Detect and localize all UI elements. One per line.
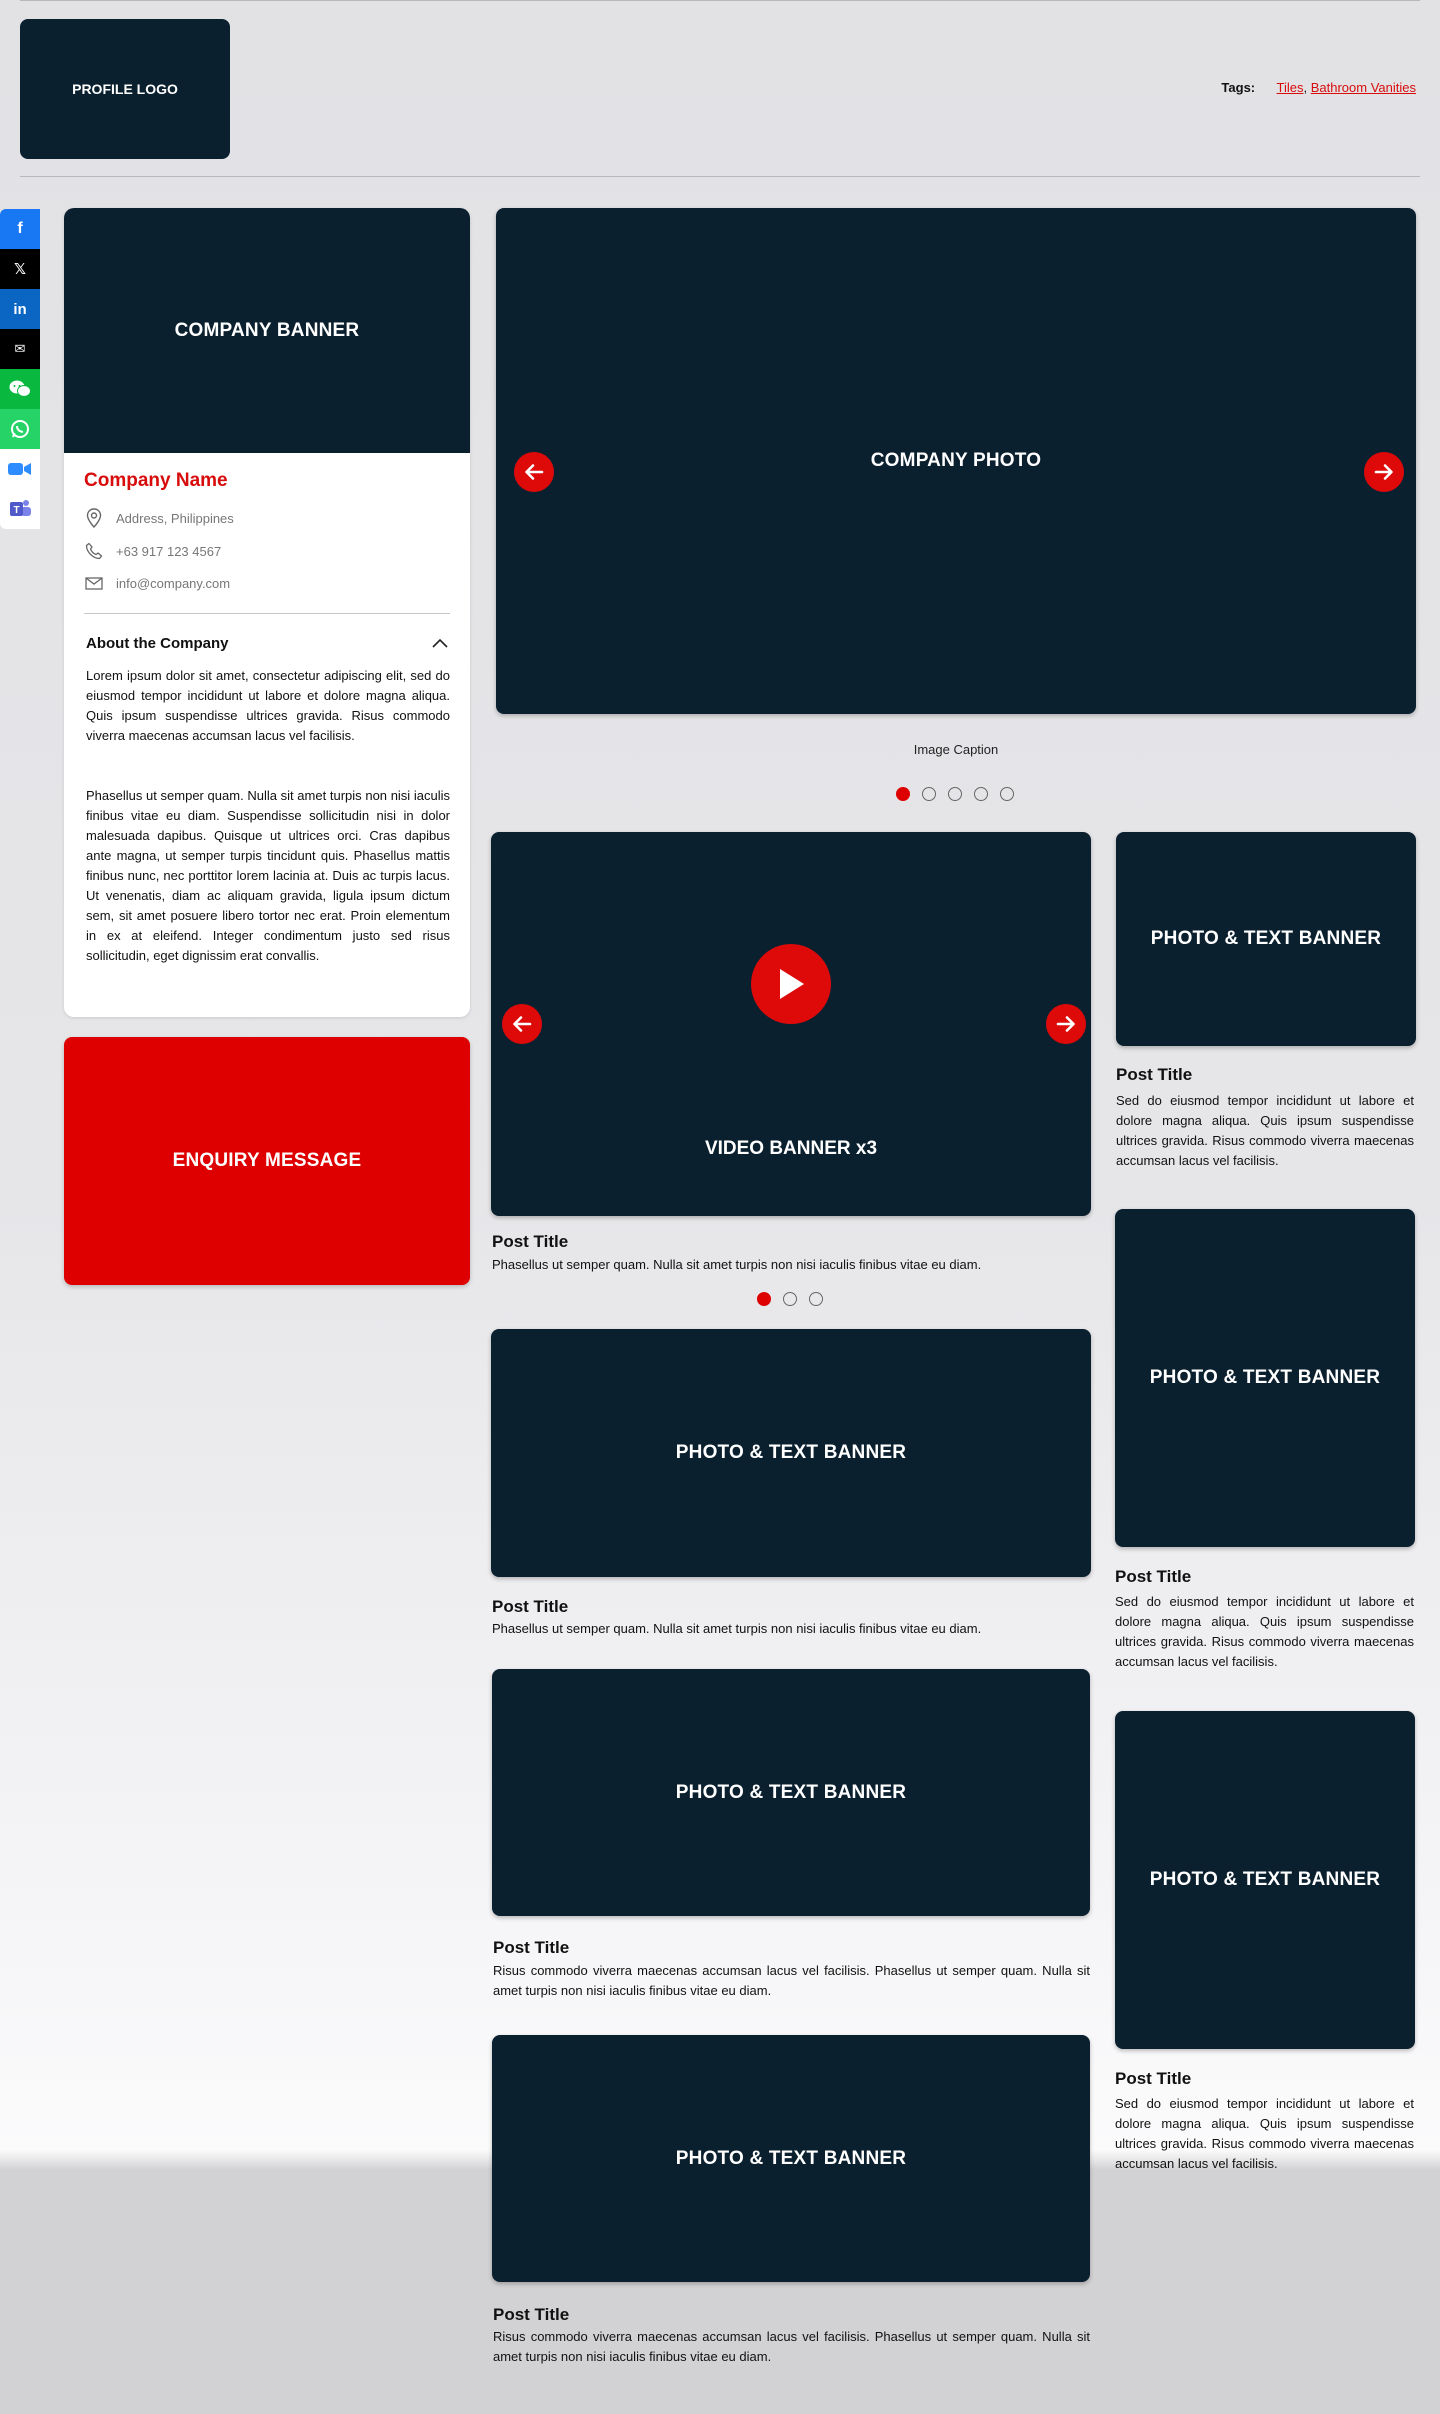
whatsapp-icon[interactable] [0, 409, 40, 449]
company-address [84, 508, 234, 528]
video-dot[interactable] [757, 1292, 771, 1306]
phone-icon [84, 541, 104, 561]
carousel-next-button[interactable] [1364, 452, 1404, 492]
post-title: Post Title [1115, 1567, 1192, 1586]
company-banner[interactable] [64, 208, 470, 453]
post-text: Sed do eiusmod tempor incididunt ut labore et dolore magna aliqua. Quis ipsum suspendisse ultrices gravida. Risus commodo viverra maecenas accumsan lacus vel facilisis. [1115, 1594, 1414, 1669]
about-paragraph-1: Lorem ipsum dolor sit amet, consectetur adipiscing elit, sed do eiusmod tempor incididunt ut labore et dolore magna aliqua. Quis ipsum suspendisse ultrices gravida. Risus commodo viverra maecenas accumsan lacus vel facilisis. [86, 668, 450, 743]
post-banner[interactable] [1115, 1711, 1415, 2049]
email-icon[interactable]: ✉ [0, 329, 40, 369]
enquiry-label: ENQUIRY MESSAGE [172, 1150, 362, 1171]
image-caption: Image Caption [913, 742, 999, 757]
play-button[interactable] [751, 944, 831, 1024]
teams-icon[interactable] [0, 489, 40, 529]
post-banner-label: PHOTO & TEXT BANNER [675, 1442, 907, 1463]
video-prev-button[interactable] [502, 1004, 542, 1044]
video-post-text: Phasellus ut semper quam. Nulla sit amet turpis non nisi iaculis finibus vitae eu diam. [492, 1257, 982, 1272]
post-text: Risus commodo viverra maecenas accumsan lacus vel facilisis. Phasellus ut semper quam. Nulla sit amet turpis non nisi iaculis finibus vitae eu diam. [493, 1963, 1090, 1998]
post-banner-label: PHOTO & TEXT BANNER [1149, 1869, 1381, 1890]
facebook-icon[interactable]: f [0, 209, 40, 249]
video-post-title: Post Title [492, 1232, 569, 1251]
company-email[interactable] [84, 573, 230, 593]
arrow-right-icon [1056, 1015, 1076, 1033]
wechat-icon[interactable] [0, 369, 40, 409]
profile-logo[interactable] [20, 19, 230, 159]
post-title: Post Title [492, 1597, 569, 1616]
gallery-pagination-dots [896, 787, 1014, 801]
tag-link-tiles[interactable]: Tiles [1276, 80, 1304, 95]
post-title: Post Title [493, 1938, 570, 1957]
post-text: Sed do eiusmod tempor incididunt ut labore et dolore magna aliqua. Quis ipsum suspendisse ultrices gravida. Risus commodo viverra maecenas accumsan lacus vel facilisis. [1115, 2096, 1414, 2171]
gallery-dot[interactable] [1000, 787, 1014, 801]
zoom-icon[interactable] [0, 449, 40, 489]
x-icon[interactable]: 𝕏 [0, 249, 40, 289]
play-icon [776, 967, 806, 1001]
chevron-up-icon[interactable] [430, 636, 450, 650]
header-divider [20, 176, 1420, 177]
video-pagination-dots [757, 1292, 823, 1306]
post-banner-label: PHOTO & TEXT BANNER [1150, 928, 1382, 949]
video-banner[interactable] [491, 832, 1091, 1216]
arrow-left-icon [524, 463, 544, 481]
arrow-right-icon [1374, 463, 1394, 481]
gallery-dot[interactable] [896, 787, 910, 801]
post-title: Post Title [493, 2305, 570, 2324]
svg-text:T: T [13, 505, 20, 516]
video-dot[interactable] [783, 1292, 797, 1306]
company-address-text: Address, Philippines [116, 510, 234, 526]
post-banner-label: PHOTO & TEXT BANNER [675, 2147, 907, 2169]
post-banner[interactable] [1116, 832, 1416, 1046]
post-banner[interactable] [492, 2035, 1090, 2282]
social-share-bar [0, 209, 40, 529]
post-text: Sed do eiusmod tempor incididunt ut labore et dolore magna aliqua. Quis ipsum suspendisse ultrices gravida. Risus commodo viverra maecenas accumsan lacus vel facilisis. [1116, 1093, 1414, 1168]
company-banner-label: COMPANY BANNER [174, 319, 360, 341]
post-title: Post Title [1116, 1065, 1193, 1084]
arrow-left-icon [512, 1015, 532, 1033]
company-email-text: info@company.com [116, 575, 231, 591]
tag-separator: , [1303, 80, 1311, 95]
profile-logo-label: PROFILE LOGO [72, 81, 178, 97]
about-heading: About the Company [86, 635, 229, 652]
post-banner-label: PHOTO & TEXT BANNER [675, 1781, 907, 1803]
company-name: Company Name [84, 470, 228, 491]
company-phone[interactable] [84, 541, 221, 561]
carousel-prev-button[interactable] [514, 452, 554, 492]
post-banner[interactable] [492, 1669, 1090, 1916]
gallery-dot[interactable] [974, 787, 988, 801]
tag-link-bathroom-vanities[interactable]: Bathroom Vanities [1310, 80, 1416, 95]
gallery-dot[interactable] [948, 787, 962, 801]
envelope-icon [84, 573, 104, 593]
top-divider [20, 0, 1420, 1]
enquiry-message-button[interactable] [64, 1037, 470, 1285]
post-text: Risus commodo viverra maecenas accumsan lacus vel facilisis. Phasellus ut semper quam. Nulla sit amet turpis non nisi iaculis finibus vitae eu diam. [493, 2329, 1090, 2364]
tags [1221, 80, 1416, 95]
company-phone-text: +63 917 123 4567 [116, 543, 222, 559]
company-photo-carousel[interactable] [496, 208, 1416, 714]
post-banner-label: PHOTO & TEXT BANNER [1149, 1367, 1381, 1388]
video-next-button[interactable] [1046, 1004, 1086, 1044]
company-card [64, 208, 470, 1017]
video-dot[interactable] [809, 1292, 823, 1306]
gallery-dot[interactable] [922, 787, 936, 801]
card-divider [84, 613, 450, 614]
post-banner[interactable] [1115, 1209, 1415, 1547]
video-banner-label: VIDEO BANNER x3 [704, 1138, 878, 1159]
post-title: Post Title [1115, 2069, 1192, 2088]
company-photo-label: COMPANY PHOTO [870, 450, 1042, 471]
location-pin-icon [84, 508, 104, 528]
post-banner[interactable] [491, 1329, 1091, 1577]
tags-label: Tags: [1221, 80, 1256, 95]
post-text: Phasellus ut semper quam. Nulla sit amet turpis non nisi iaculis finibus vitae eu diam. [492, 1621, 982, 1636]
linkedin-icon[interactable]: in [0, 289, 40, 329]
about-paragraph-2: Phasellus ut semper quam. Nulla sit amet turpis non nisi iaculis finibus vitae eu diam. Suspendisse sollicitudin nisi in dolor malesuada dapibus. Quisque ut ultrices orci. Cras dapibus ante magna, ut semper turpis tincidunt quis. Phasellus mattis finibus nunc, nec porttitor lorem lacinia at. Duis ac turpis lacus. Ut venenatis, diam ac aliquam gravida, ligula ipsum dictum sem, sit amet posuere libero tortor nec erat. Proin elementum in ex at eleifend. Integer condimentum justo sed risus sollicitudin, eget dignissim erat convallis. [86, 788, 450, 963]
